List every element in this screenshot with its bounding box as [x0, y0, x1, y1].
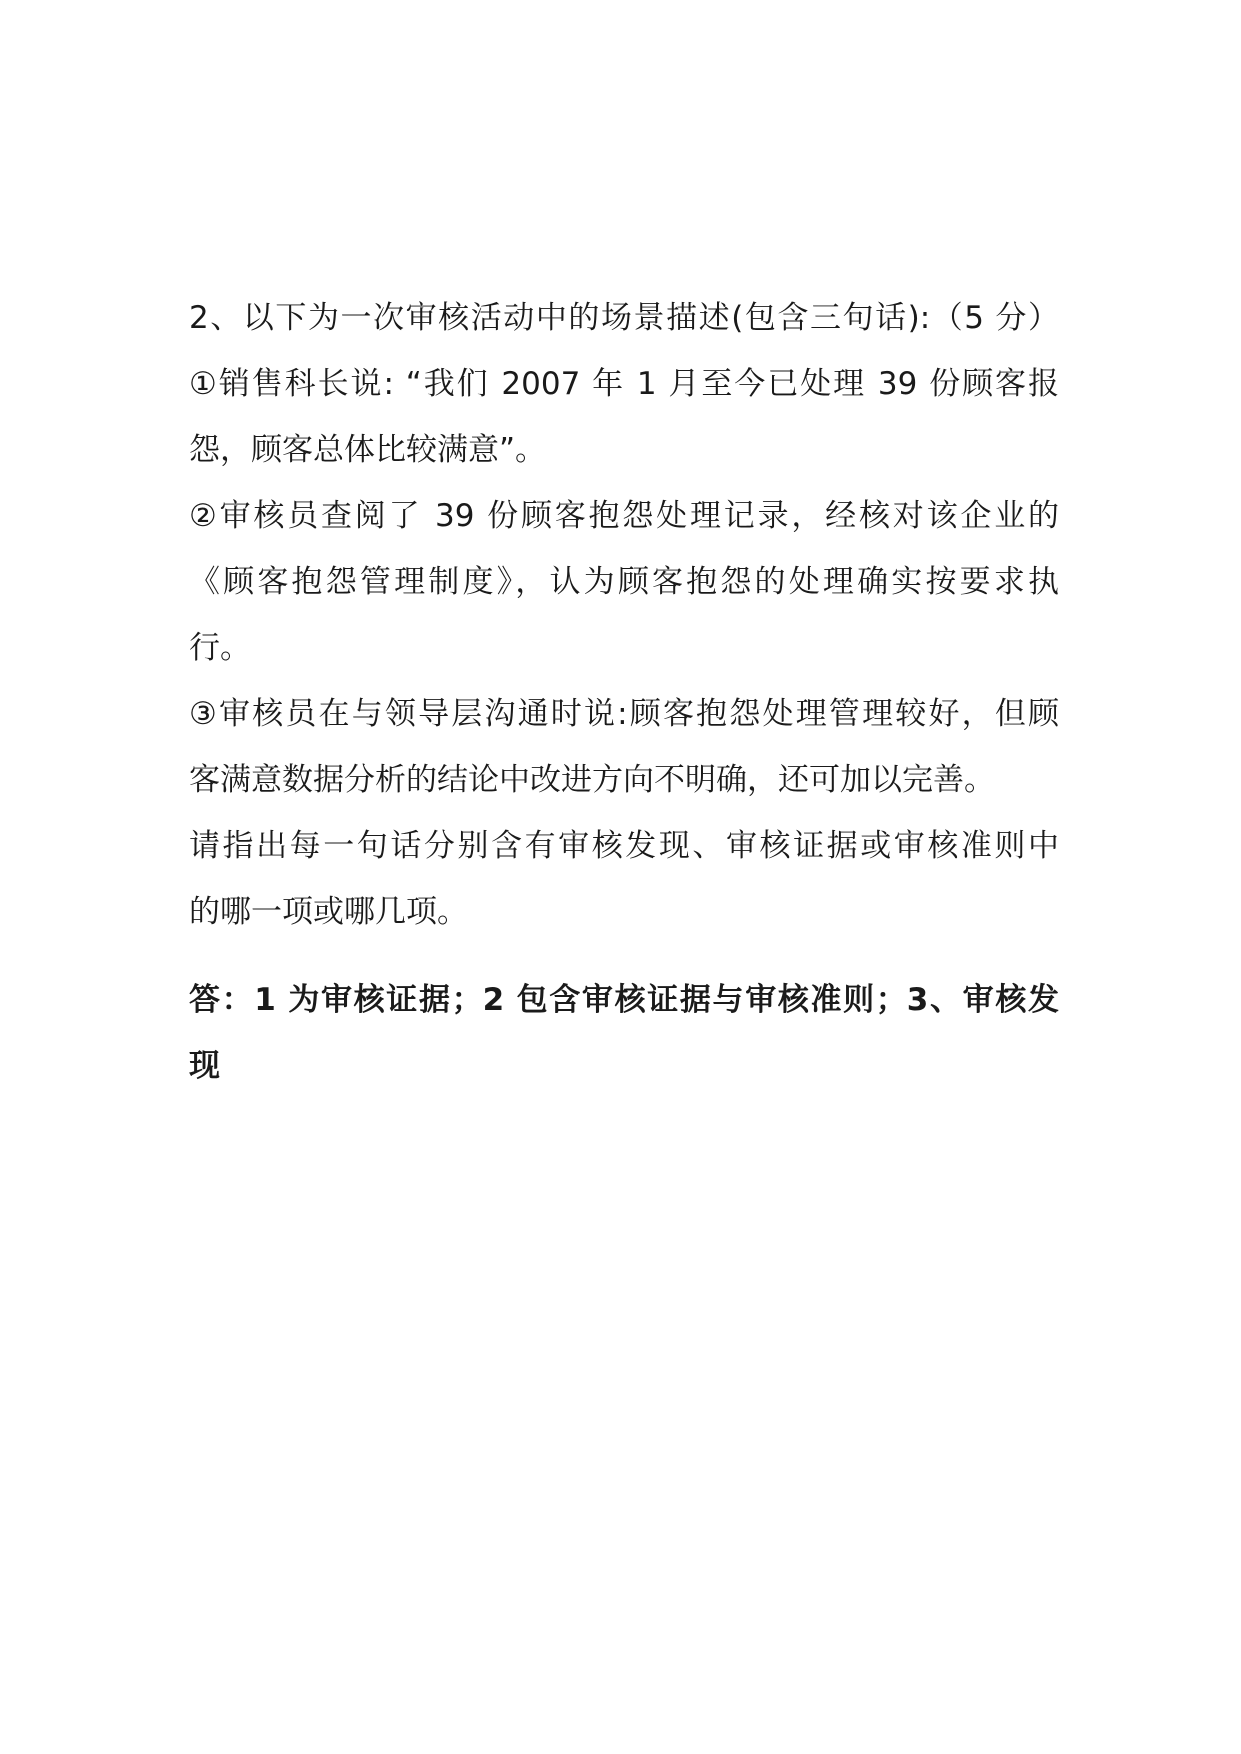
instruction-line-1: 请指出每一句话分别含有审核发现、审核证据或审核准则中 [189, 828, 1059, 864]
answer-line-2: 现 [189, 1048, 220, 1084]
statement-3-line-2: 客满意数据分析的结论中改进方向不明确，还可加以完善。 [189, 762, 995, 798]
statement-2-line-3: 行。 [189, 630, 251, 666]
statement-2-line-2: 《顾客抱怨管理制度》，认为顾客抱怨的处理确实按要求执 [189, 564, 1059, 600]
instruction-line-2: 的哪一项或哪几项。 [189, 894, 468, 930]
document-content [189, 285, 1059, 1099]
statement-3-line-1: ③审核员在与领导层沟通时说:顾客抱怨处理管理较好，但顾 [189, 696, 1059, 732]
question-title: 2、以下为一次审核活动中的场景描述(包含三句话):（5 分） [189, 300, 1059, 336]
answer-line-1: 答：1 为审核证据；2 包含审核证据与审核准则；3、审核发 [189, 982, 1059, 1018]
statement-2-line-1: ②审核员查阅了 39 份顾客抱怨处理记录，经核对该企业的 [189, 498, 1059, 534]
question-block [189, 285, 1059, 945]
statement-1-line-1: ①销售科长说: “我们 2007 年 1 月至今已处理 39 份顾客报 [189, 366, 1059, 402]
statement-1-line-2: 怨，顾客总体比较满意”。 [189, 432, 547, 468]
answer-block [189, 967, 1059, 1099]
